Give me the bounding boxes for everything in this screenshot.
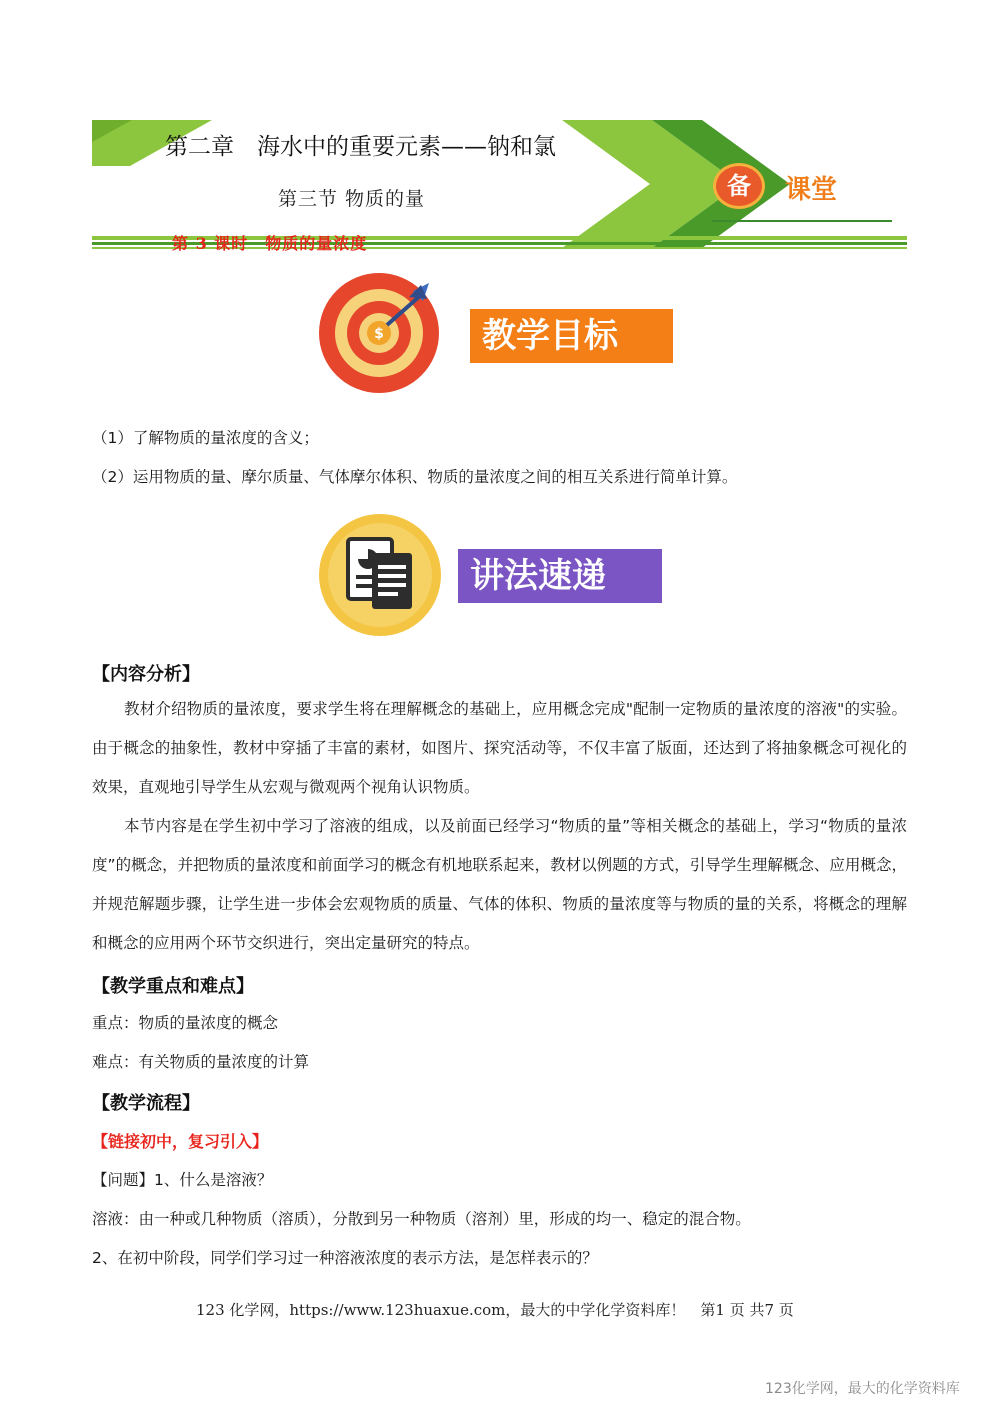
objective-1: （1）了解物质的量浓度的含义； — [92, 429, 319, 447]
content-analysis-paragraph-1: 教材介绍物质的量浓度，要求学生将在理解概念的基础上，应用概念完成"配制一定物质的量浓度的溶液"的实验。由于概念的抽象性，教材中穿插了丰富的素材，如图片、探究活动等，不仅丰富了版面，还达到了将抽象概念可视化的效果，直观地引导学生从宏观与微观两个视角认识物质。 — [92, 700, 907, 796]
key-points-heading: 【教学重点和难点】 — [92, 976, 254, 997]
chapter-title: 第二章 海水中的重要元素——钠和氯 — [165, 134, 556, 160]
content-analysis-heading: 【内容分析】 — [92, 664, 200, 685]
page-footer: 123 化学网，https://www.123huaxue.com，最大的中学化学资料库！ 第1 页 共7 页 — [196, 1301, 794, 1319]
target-icon — [317, 273, 441, 393]
lesson-title: 第 3 课时 物质的量浓度 — [172, 234, 368, 253]
content-analysis-body — [92, 690, 907, 963]
key-point-focus: 重点：物质的量浓度的概念 — [92, 1014, 279, 1032]
question-2: 2、在初中阶段，同学们学习过一种溶液浓度的表示方法，是怎样表示的？ — [92, 1249, 598, 1267]
teaching-flow-subheading: 【链接初中，复习引入】 — [92, 1132, 269, 1151]
content-analysis-paragraph-2: 本节内容是在学生初中学习了溶液的组成，以及前面已经学习“物质的量”等相关概念的基础上，学习“物质的量浓度”的概念，并把物质的量浓度和前面学习的概念有机地联系起来，教材以例题的方式，引导学生理解概念、应用概念，并规范解题步骤，让学生进一步体会宏观物质的质量、气体的体积、物质的量浓度等与物质的量的关系，将概念的理解和概念的应用两个环节交织进行，突出定量研究的特点。 — [92, 817, 907, 952]
question-1: 【问题】1、什么是溶液？ — [92, 1171, 273, 1189]
teaching-flow-heading: 【教学流程】 — [92, 1093, 200, 1114]
objectives-badge: 教学目标 — [470, 309, 673, 363]
document-icon — [318, 513, 442, 637]
watermark: 123化学网，最大的化学资料库 — [765, 1381, 960, 1397]
section-title: 第三节 物质的量 — [278, 188, 426, 210]
brand-underline — [712, 220, 892, 222]
objective-2: （2）运用物质的量、摩尔质量、气体摩尔体积、物质的量浓度之间的相互关系进行简单计算。 — [92, 468, 738, 486]
brand-badge: 备 — [713, 163, 765, 209]
method-badge: 讲法速递 — [458, 549, 662, 603]
answer-1: 溶液：由一种或几种物质（溶质），分散到另一种物质（溶剂）里，形成的均一、稳定的混合物。 — [92, 1210, 751, 1228]
brand-text: 课堂 — [785, 175, 838, 205]
key-point-difficulty: 难点：有关物质的量浓度的计算 — [92, 1053, 310, 1071]
svg-text:$: $ — [374, 326, 384, 342]
